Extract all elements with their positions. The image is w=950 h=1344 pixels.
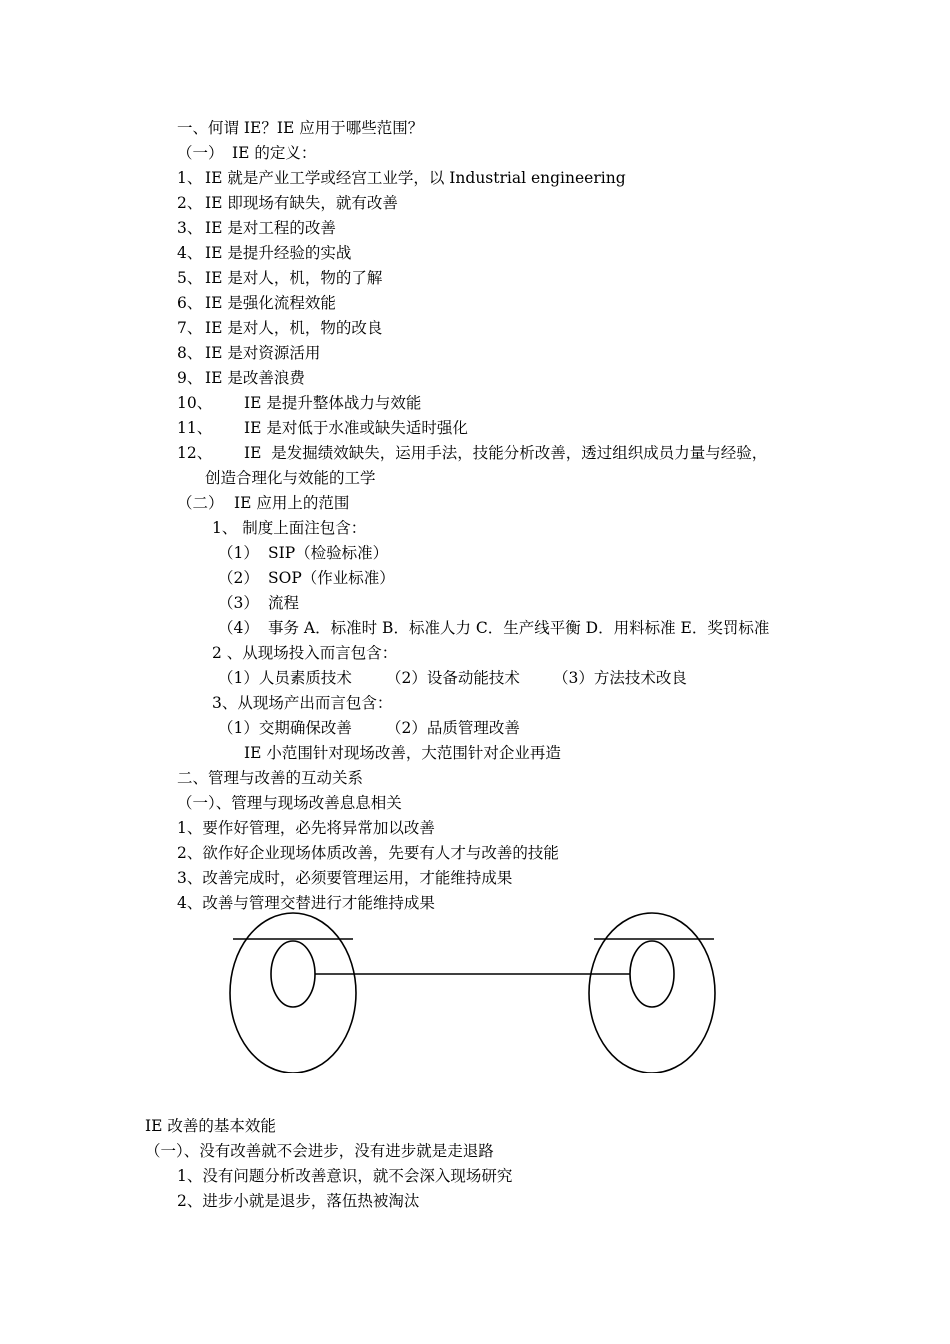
- left-wheel-hub: [271, 941, 315, 1007]
- definition-item-text: IE 是对低于水准或缺失适时强化: [244, 419, 468, 437]
- scope-item-text: SOP（作业标准）: [268, 569, 395, 587]
- scope-item-num: （3）: [218, 594, 259, 612]
- definition-item-num: 10、: [177, 394, 213, 412]
- definition-item-num: 5、: [177, 269, 203, 287]
- wheel-axle-diagram: [228, 908, 723, 1073]
- definition-heading: IE 的定义：: [232, 144, 317, 162]
- scope-item-num: （4）: [218, 619, 259, 637]
- definition-item-continuation: 创造合理化与效能的工学: [205, 469, 376, 487]
- definition-item-text: IE 是提升整体战力与效能: [244, 394, 422, 412]
- section3-item: 2、进步小就是退步，落伍热被淘汰: [177, 1192, 420, 1210]
- right-wheel-outer: [589, 913, 715, 1073]
- definition-item-num: 2、: [177, 194, 203, 212]
- definition-item-num: 9、: [177, 369, 203, 387]
- definition-item-text: IE 是发掘绩效缺失，运用手法，技能分析改善，透过组织成员力量与经验，: [244, 444, 768, 462]
- scope-item-text: SIP（检验标准）: [268, 544, 389, 562]
- scope-item: （1）人员素质技术: [218, 669, 352, 687]
- section3-sub-heading: （一）、没有改善就不会进步，没有进步就是走退路: [145, 1142, 494, 1160]
- scope-item: （3）方法技术改良: [553, 669, 687, 687]
- section2-item: 4、改善与管理交替进行才能维持成果: [177, 894, 435, 912]
- right-wheel-hub: [630, 941, 674, 1007]
- scope-item: （1）交期确保改善: [218, 719, 352, 737]
- scope-item-text: 流程: [268, 594, 300, 612]
- scope-heading-num: （二）: [177, 494, 224, 512]
- section2-item: 2、欲作好企业现场体质改善，先要有人才与改善的技能: [177, 844, 559, 862]
- scope-sub-heading: 2 、从现场投入而言包含：: [212, 644, 398, 662]
- left-wheel-outer: [230, 913, 356, 1073]
- definition-item-num: 11、: [177, 419, 213, 437]
- section1-heading: 一、何谓 IE？IE 应用于哪些范围？: [177, 119, 424, 137]
- scope-item: （2）品质管理改善: [386, 719, 520, 737]
- scope-heading: IE 应用上的范围: [234, 494, 350, 512]
- section2-item: 3、改善完成时，必须要管理运用，才能维持成果: [177, 869, 513, 887]
- definition-item-text: IE 是对人，机，物的改良: [205, 319, 383, 337]
- scope-item-text: 事务 A．标准时 B．标准人力 C．生产线平衡 D．用料标准 E．奖罚标准: [268, 619, 770, 637]
- section3-heading: IE 改善的基本效能: [145, 1117, 276, 1135]
- definition-item-num: 6、: [177, 294, 203, 312]
- definition-item-text: IE 是改善浪费: [205, 369, 305, 387]
- definition-item-num: 7、: [177, 319, 203, 337]
- definition-item-text: IE 是提升经验的实战: [205, 244, 352, 262]
- definition-item-text: IE 即现场有缺失，就有改善: [205, 194, 398, 212]
- definition-item-num: 8、: [177, 344, 203, 362]
- definition-item-text: IE 就是产业工学或经宫工业学，以 Industrial engineering: [205, 169, 626, 187]
- scope-sub-heading: 3、从现场产出而言包含：: [212, 694, 393, 712]
- section2-sub-heading: （一）、管理与现场改善息息相关: [177, 794, 402, 812]
- scope-item: （2）设备动能技术: [386, 669, 520, 687]
- definition-item-text: IE 是对资源活用: [205, 344, 321, 362]
- section3-item: 1、没有问题分析改善意识，就不会深入现场研究: [177, 1167, 513, 1185]
- definition-heading-num: （一）: [177, 144, 224, 162]
- section2-item: 1、要作好管理，必先将异常加以改善: [177, 819, 435, 837]
- scope-sub-heading: 1、 制度上面注包含：: [212, 519, 367, 537]
- scope-note: IE 小范围针对现场改善，大范围针对企业再造: [244, 744, 561, 762]
- definition-item-num: 1、: [177, 169, 203, 187]
- scope-item-num: （2）: [218, 569, 259, 587]
- definition-item-num: 3、: [177, 219, 203, 237]
- definition-item-text: IE 是对人，机，物的了解: [205, 269, 383, 287]
- definition-item-text: IE 是对工程的改善: [205, 219, 336, 237]
- scope-item-num: （1）: [218, 544, 259, 562]
- definition-item-text: IE 是强化流程效能: [205, 294, 336, 312]
- section2-heading: 二、管理与改善的互动关系: [177, 769, 364, 787]
- definition-item-num: 4、: [177, 244, 203, 262]
- definition-item-num: 12、: [177, 444, 213, 462]
